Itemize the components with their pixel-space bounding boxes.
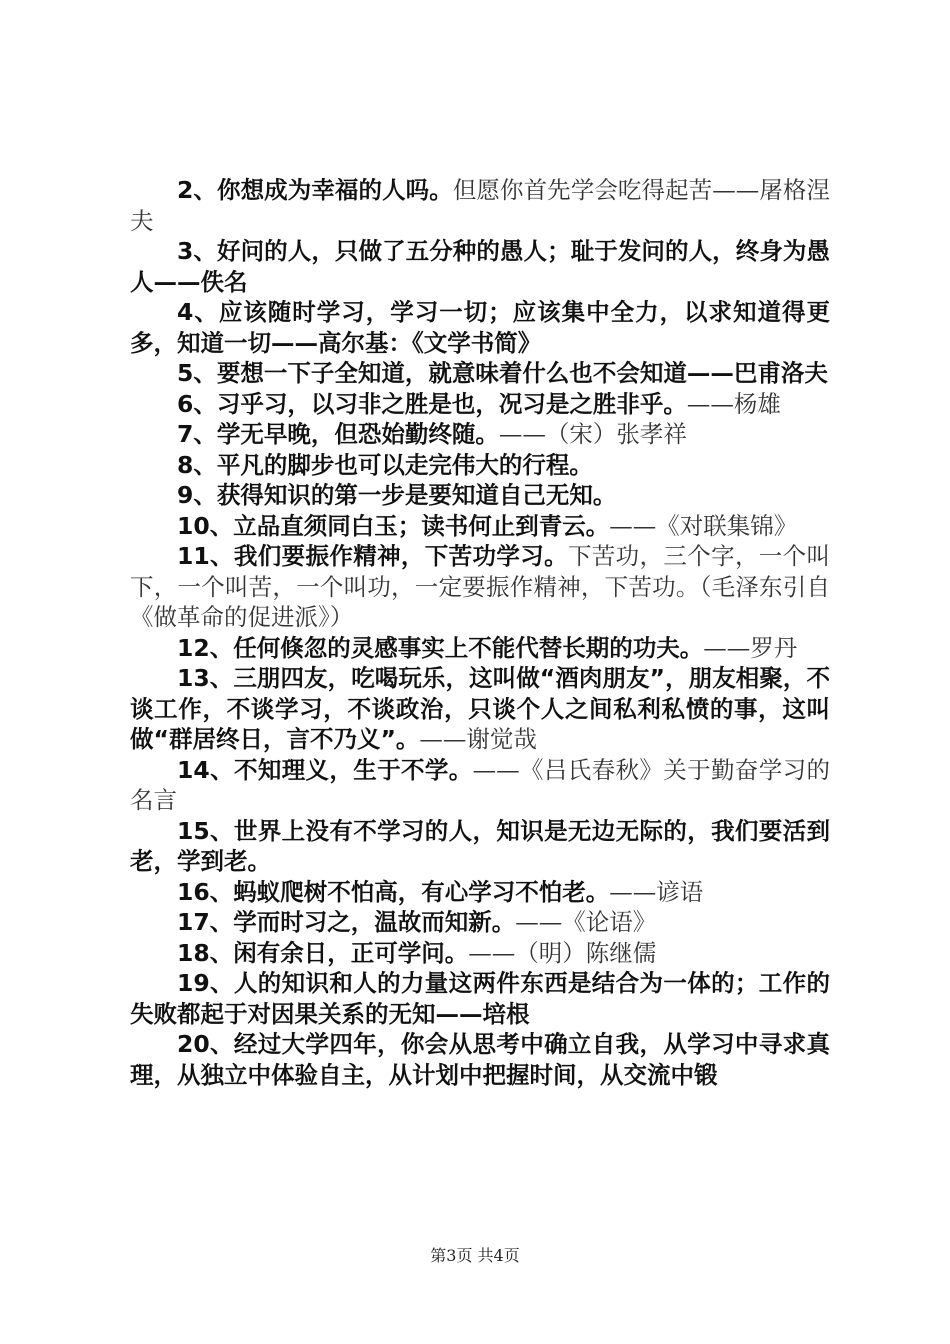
quote-source: ——谚语 (609, 877, 704, 906)
quote-item (130, 633, 830, 664)
quote-item (130, 236, 830, 297)
quote-source: 但愿你首先学会吃得起苦——屠格涅夫 (130, 176, 830, 235)
quote-text: 14、不知理义，生于不学。 (177, 755, 473, 784)
quote-item (130, 968, 830, 1029)
quote-text: 2、你想成为幸福的人吗。 (177, 176, 453, 204)
quote-item (130, 877, 830, 908)
quote-text: 17、学而时习之，温故而知新。 (177, 908, 516, 936)
quote-text: 3、好问的人，只做了五分种的愚人；耻于发问的人，终身为愚人——佚名 (130, 237, 830, 296)
quote-text: 13、三朋四友，吃喝玩乐，这叫做“酒肉朋友”，朋友相聚，不谈工作，不谈学习，不谈政治，只谈个人之间私利私愤的事，这叫做“群居终日，言不乃义”。 (130, 664, 830, 753)
quote-text: 15、世界上没有不学习的人，知识是无边无际的，我们要活到老，学到老。 (130, 816, 830, 875)
quote-text: 8、平凡的脚步也可以走完伟大的行程。 (177, 450, 593, 479)
quote-item (130, 297, 830, 358)
quote-list (130, 175, 830, 1090)
quote-item (130, 450, 830, 481)
quote-item (130, 419, 830, 450)
quote-source: ——杨雄 (686, 389, 781, 418)
quote-text: 11、我们要振作精神，下苦功学习。 (177, 542, 568, 570)
quote-item (130, 907, 830, 938)
quote-text: 4、应该随时学习，学习一切；应该集中全力，以求知道得更多，知道一切——高尔基：《文学书简》 (130, 298, 830, 357)
quote-text: 19、人的知识和人的力量这两件东西是结合为一体的；工作的失败都起于对因果关系的无知——培根 (130, 969, 830, 1028)
quote-item (130, 755, 830, 816)
quote-item (130, 663, 830, 755)
quote-source: ——谢觉哉 (419, 725, 537, 753)
quote-source: ——罗丹 (703, 633, 798, 662)
quote-item (130, 480, 830, 511)
quote-text: 9、获得知识的第一步是要知道自己无知。 (177, 481, 617, 509)
quote-text: 7、学无早晚，但恐始勤终随。 (177, 420, 499, 448)
quote-item (130, 389, 830, 420)
quote-text: 16、蚂蚁爬树不怕高，有心学习不怕老。 (177, 877, 610, 906)
quote-source: ——（宋）张孝祥 (498, 420, 687, 448)
quote-text: 20、经过大学四年，你会从思考中确立自我，从学习中寻求真理，从独立中体验自主，从计划中把握时间，从交流中锻 (130, 1030, 830, 1089)
quote-text: 5、要想一下子全知道，就意味着什么也不会知道——巴甫洛夫 (177, 359, 828, 387)
quote-item (130, 511, 830, 542)
quote-item (130, 1029, 830, 1090)
quote-item (130, 816, 830, 877)
quote-item (130, 358, 830, 389)
quote-text: 10、立品直须同白玉；读书何止到青云。 (177, 511, 610, 540)
quote-source: ——《对联集锦》 (609, 511, 798, 540)
quote-text: 12、任何倏忽的灵感事实上不能代替长期的功夫。 (177, 633, 704, 662)
quote-source: ——《论语》 (515, 908, 657, 936)
quote-source: 下苦功，三个字，一个叫下，一个叫苦，一个叫功，一定要振作精神，下苦功。（毛泽东引自《做革命的促进派》） (130, 542, 831, 631)
page-footer: 第3页 共4页 (430, 1246, 520, 1265)
quote-item (130, 938, 830, 969)
quote-item (130, 175, 830, 236)
quote-text: 18、闲有余日，正可学问。 (177, 938, 469, 967)
quote-item (130, 541, 830, 633)
quote-source: ——（明）陈继儒 (468, 938, 657, 967)
quote-text: 6、习乎习，以习非之胜是也，况习是之胜非乎。 (177, 389, 687, 418)
quote-source: ——《吕氏春秋》关于勤奋学习的名言 (130, 755, 831, 814)
